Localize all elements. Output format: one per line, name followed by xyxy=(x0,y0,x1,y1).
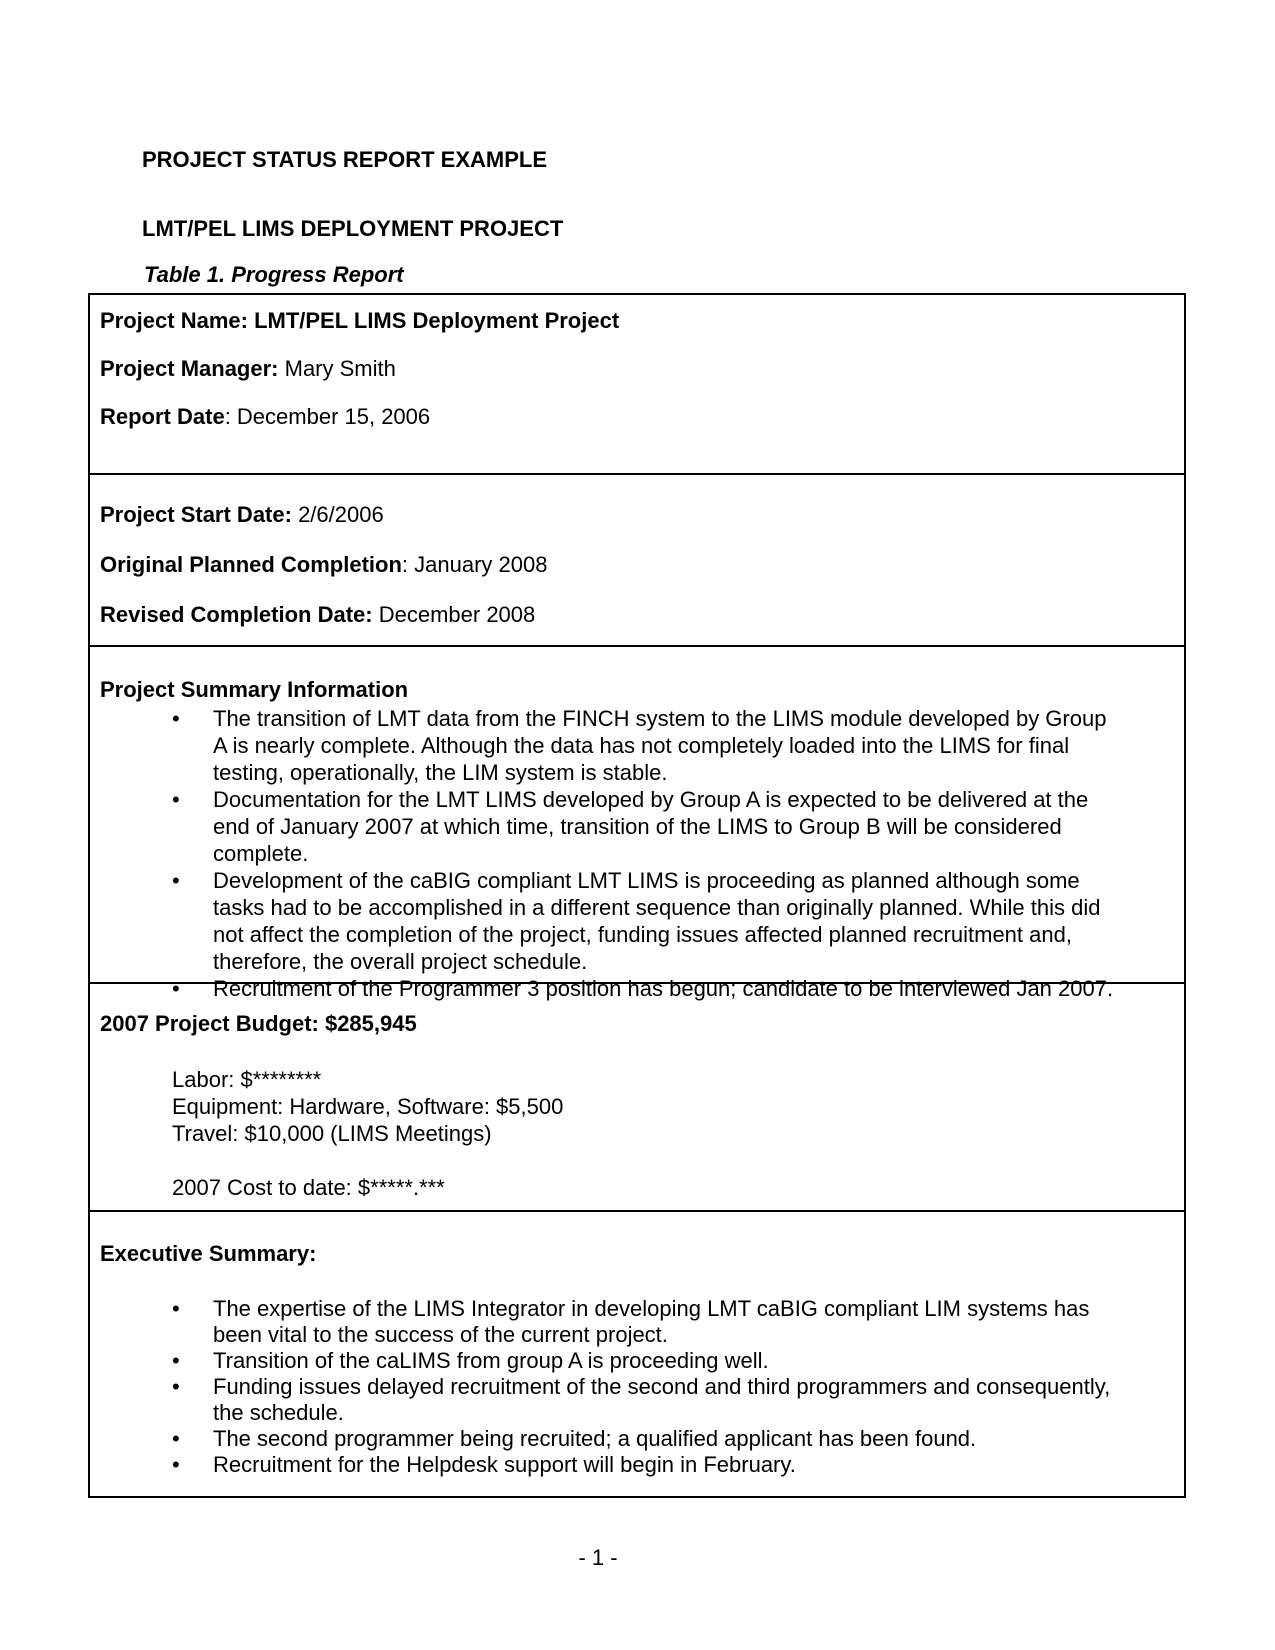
list-item-text: The expertise of the LIMS Integrator in developing LMT caBIG compliant LIM systems has been vital to the success of the current project. xyxy=(213,1296,1090,1347)
revised-completion-label: Revised Completion Date: xyxy=(100,602,373,627)
list-item xyxy=(100,1296,1170,1348)
table-row-budget xyxy=(90,984,1184,1212)
project-name-value: LMT/PEL LIMS Deployment Project xyxy=(247,308,620,333)
bullet-icon: • xyxy=(172,1374,180,1399)
list-item xyxy=(100,1348,1170,1374)
table-row-identification xyxy=(90,295,1184,475)
report-title: PROJECT STATUS REPORT EXAMPLE xyxy=(142,147,548,172)
list-item-text: Recruitment for the Helpdesk support will begin in February. xyxy=(213,1452,796,1477)
list-item xyxy=(100,867,1170,975)
project-name-field xyxy=(100,307,1170,334)
list-item xyxy=(100,1426,1170,1452)
list-item xyxy=(100,1374,1170,1426)
executive-summary-list xyxy=(100,1296,1170,1478)
project-manager-field xyxy=(100,355,1170,382)
bullet-icon: • xyxy=(172,1296,180,1321)
report-date-field xyxy=(100,403,1170,430)
start-date-value: 2/6/2006 xyxy=(291,502,384,527)
bullet-icon: • xyxy=(172,976,180,1001)
spacer xyxy=(100,1269,1170,1296)
revised-completion-value: December 2008 xyxy=(372,602,536,627)
list-item-text: Development of the caBIG compliant LMT LIMS is proceeding as planned although some tasks had to be accomplished in a different sequence than originally planned. While this did not affect the completion of the project, funding issues affected planned recruitment and, therefore, the overall project schedule. xyxy=(213,868,1101,974)
project-title: LMT/PEL LIMS DEPLOYMENT PROJECT xyxy=(142,216,564,241)
project-manager-value: Mary Smith xyxy=(278,356,396,381)
list-item xyxy=(100,786,1170,867)
revised-completion-field xyxy=(100,601,1170,628)
spacer xyxy=(100,1039,1170,1066)
executive-summary-heading: Executive Summary: xyxy=(100,1241,317,1266)
start-date-label: Project Start Date: xyxy=(100,502,292,527)
bullet-icon: • xyxy=(172,1348,180,1373)
table-row-project-summary xyxy=(90,647,1184,1001)
budget-labor-line: Labor: $******** xyxy=(172,1067,322,1092)
list-item-text: Documentation for the LMT LIMS developed by Group A is expected to be delivered at the end of January 2007 at which time, transition of the LIMS to Group B will be considered complete. xyxy=(213,787,1089,866)
table-caption: Table 1. Progress Report xyxy=(144,262,404,287)
list-item-text: Funding issues delayed recruitment of the second and third programmers and consequently, the schedule. xyxy=(213,1374,1111,1425)
list-item-text: Recruitment of the Programmer 3 position has begun; candidate to be interviewed Jan 2007. xyxy=(213,976,1114,1001)
bullet-icon: • xyxy=(172,1426,180,1451)
budget-equipment-line: Equipment: Hardware, Software: $5,500 xyxy=(172,1094,564,1119)
list-item xyxy=(100,975,1170,1002)
project-summary-heading: Project Summary Information xyxy=(100,677,409,702)
page-number: - 1 - xyxy=(578,1545,618,1570)
bullet-icon: • xyxy=(172,868,180,893)
original-completion-value: : January 2008 xyxy=(401,552,548,577)
list-item-text: The transition of LMT data from the FINCH system to the LIMS module developed by Group A is nearly complete. Although the data has not completely loaded into the LIMS for final testing, operationally, the LIM system is stable. xyxy=(213,706,1107,785)
original-completion-field xyxy=(100,551,1170,578)
list-item xyxy=(100,705,1170,786)
project-manager-label: Project Manager: xyxy=(100,356,279,381)
table-row-executive-summary xyxy=(90,1212,1184,1496)
spacer xyxy=(100,1147,1170,1174)
project-name-label: Project Name: xyxy=(100,308,248,333)
bullet-icon: • xyxy=(172,1452,180,1477)
table-row-schedule xyxy=(90,475,1184,647)
report-date-value: : December 15, 2006 xyxy=(224,404,431,429)
list-item-text: The second programmer being recruited; a qualified applicant has been found. xyxy=(213,1426,977,1451)
progress-report-table xyxy=(88,293,1186,1498)
start-date-field xyxy=(100,501,1170,528)
budget-heading: 2007 Project Budget: $285,945 xyxy=(100,1011,417,1036)
list-item xyxy=(100,1452,1170,1478)
bullet-icon: • xyxy=(172,706,180,731)
budget-travel-line: Travel: $10,000 (LIMS Meetings) xyxy=(172,1121,492,1146)
bullet-icon: • xyxy=(172,787,180,812)
original-completion-label: Original Planned Completion xyxy=(100,552,402,577)
project-summary-list xyxy=(100,705,1170,1002)
list-item-text: Transition of the caLIMS from group A is proceeding well. xyxy=(213,1348,769,1373)
budget-cost-to-date-line: 2007 Cost to date: $*****.*** xyxy=(172,1175,445,1200)
report-date-label: Report Date xyxy=(100,404,225,429)
